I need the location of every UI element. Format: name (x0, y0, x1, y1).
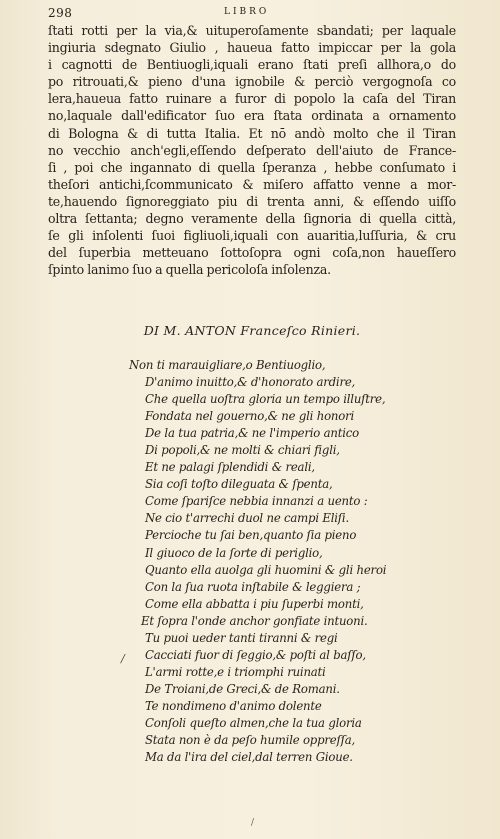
poem-line: De Troiani,de Greci,& de Romani. (145, 681, 340, 696)
poem-line: Te nondimeno d'animo dolente (145, 698, 322, 713)
prose-line: lera,haueua fatto ruinare a furor di popolo la caſa del Tiran (48, 91, 456, 107)
running-head (48, 6, 442, 22)
poem-line: Stata non è da peſo humile oppreſſa, (145, 733, 356, 748)
poem-line: D'animo inuitto,& d'honorato ardire, (145, 375, 356, 390)
prose-line: no vecchio anch'egli,eſſendo deſperato dell'aiuto de France- (48, 142, 456, 158)
footer-pen-mark: / (251, 818, 255, 828)
poem-line: Tu puoi ueder tanti tiranni & regi (145, 630, 338, 645)
poem-line: Conſoli queſto almen,che la tua gloria (145, 715, 362, 730)
prose-line: no,laquale dall'edificator ſuo era ſtata ordinata a ornamento (48, 108, 456, 124)
page-number: 298 (48, 6, 73, 20)
prose-line: del ſuperbia metteuano ſottoſopra ogni coſa,non haueſſero (48, 245, 456, 261)
prose-line: ſi , poi che ingannato di quella ſperanza , hebbe conſumato i (48, 159, 456, 175)
poem-line: Come ella abbatta i piu ſuperbi monti, (145, 596, 364, 611)
poem-line: Il giuoco de la ſorte di periglio, (145, 545, 323, 560)
poem-heading: DI M. ANTON Franceſco Rinieri. (143, 323, 361, 338)
poem-line: Con la ſua ruota inſtabile & leggiera ; (145, 579, 361, 594)
prose-line: di Bologna & di tutta Italia. Et nō andò molto che il Tiran (48, 125, 456, 141)
poem-line: Fondata nel gouerno,& ne gli honori (145, 409, 354, 424)
poem-line: Quanto ella auolga gli huomini & gli heroi (145, 562, 387, 577)
poem-line: Di popoli,& ne molti & chiari figli, (145, 443, 340, 458)
prose-line: oltra ſettanta; degno veramente della ſignoria di quella città, (48, 211, 456, 227)
prose-line: te,hauendo ſignoreggiato piu di trenta anni, & eſſendo uiſſo (48, 193, 456, 209)
prose-line: ſtati rotti per la via,& uituperoſamente sbandati; per laquale (48, 23, 456, 38)
poem-line: Come ſpariſce nebbia innanzi a uento : (145, 494, 368, 509)
poem-line: Percioche tu ſai ben,quanto ſia pieno (145, 528, 357, 543)
prose-line: po ritrouati,& pieno d'una ignobile & perciò vergognoſa co (48, 74, 456, 90)
poem-line: Et ſopra l'onde anchor gonfiate intuoni. (141, 613, 368, 628)
prose-line: i cagnotti de Bentiuogli,iquali erano ſtati preſi allhora,o do (48, 57, 456, 73)
poem-line: Et ne palagi ſplendidi & reali, (145, 460, 315, 475)
prose-line: ingiuria sdegnato Giulio , haueua fatto impiccar per la gola (48, 40, 456, 56)
poem (129, 357, 449, 766)
poem-line: Ne cio t'arrechi duol ne campi Eliſi. (145, 511, 349, 526)
poem-line: Cacciati fuor di ſeggio,& poſti al baſſo, (145, 647, 366, 662)
prose-line: theſori antichi,ſcommunicato & miſero affatto venne a mor- (48, 176, 456, 192)
poem-line: Ma da l'ira del ciel,dal terren Gioue. (145, 750, 353, 765)
prose-paragraph (48, 22, 456, 278)
prose-line: ſe gli inſolenti ſuoi figliuoli,iquali con auaritia,luſſuria, & cru (48, 228, 456, 244)
poem-line: Non ti marauigliare,o Bentiuoglio, (129, 358, 326, 372)
poem-line: Che quella uoſtra gloria un tempo illuſtre, (145, 392, 386, 407)
poem-line: De la tua patria,& ne l'imperio antico (145, 426, 359, 441)
prose-line: ſpinto lanimo ſuo a quella pericoloſa inſolenza. (48, 262, 331, 278)
running-title: LIBRO (224, 7, 270, 17)
poem-line: L'armi rotte,e i triomphi ruinati (145, 664, 326, 679)
margin-pen-mark: / (121, 652, 125, 665)
poem-line: Sia coſi toſto dileguata & ſpenta, (145, 477, 333, 492)
